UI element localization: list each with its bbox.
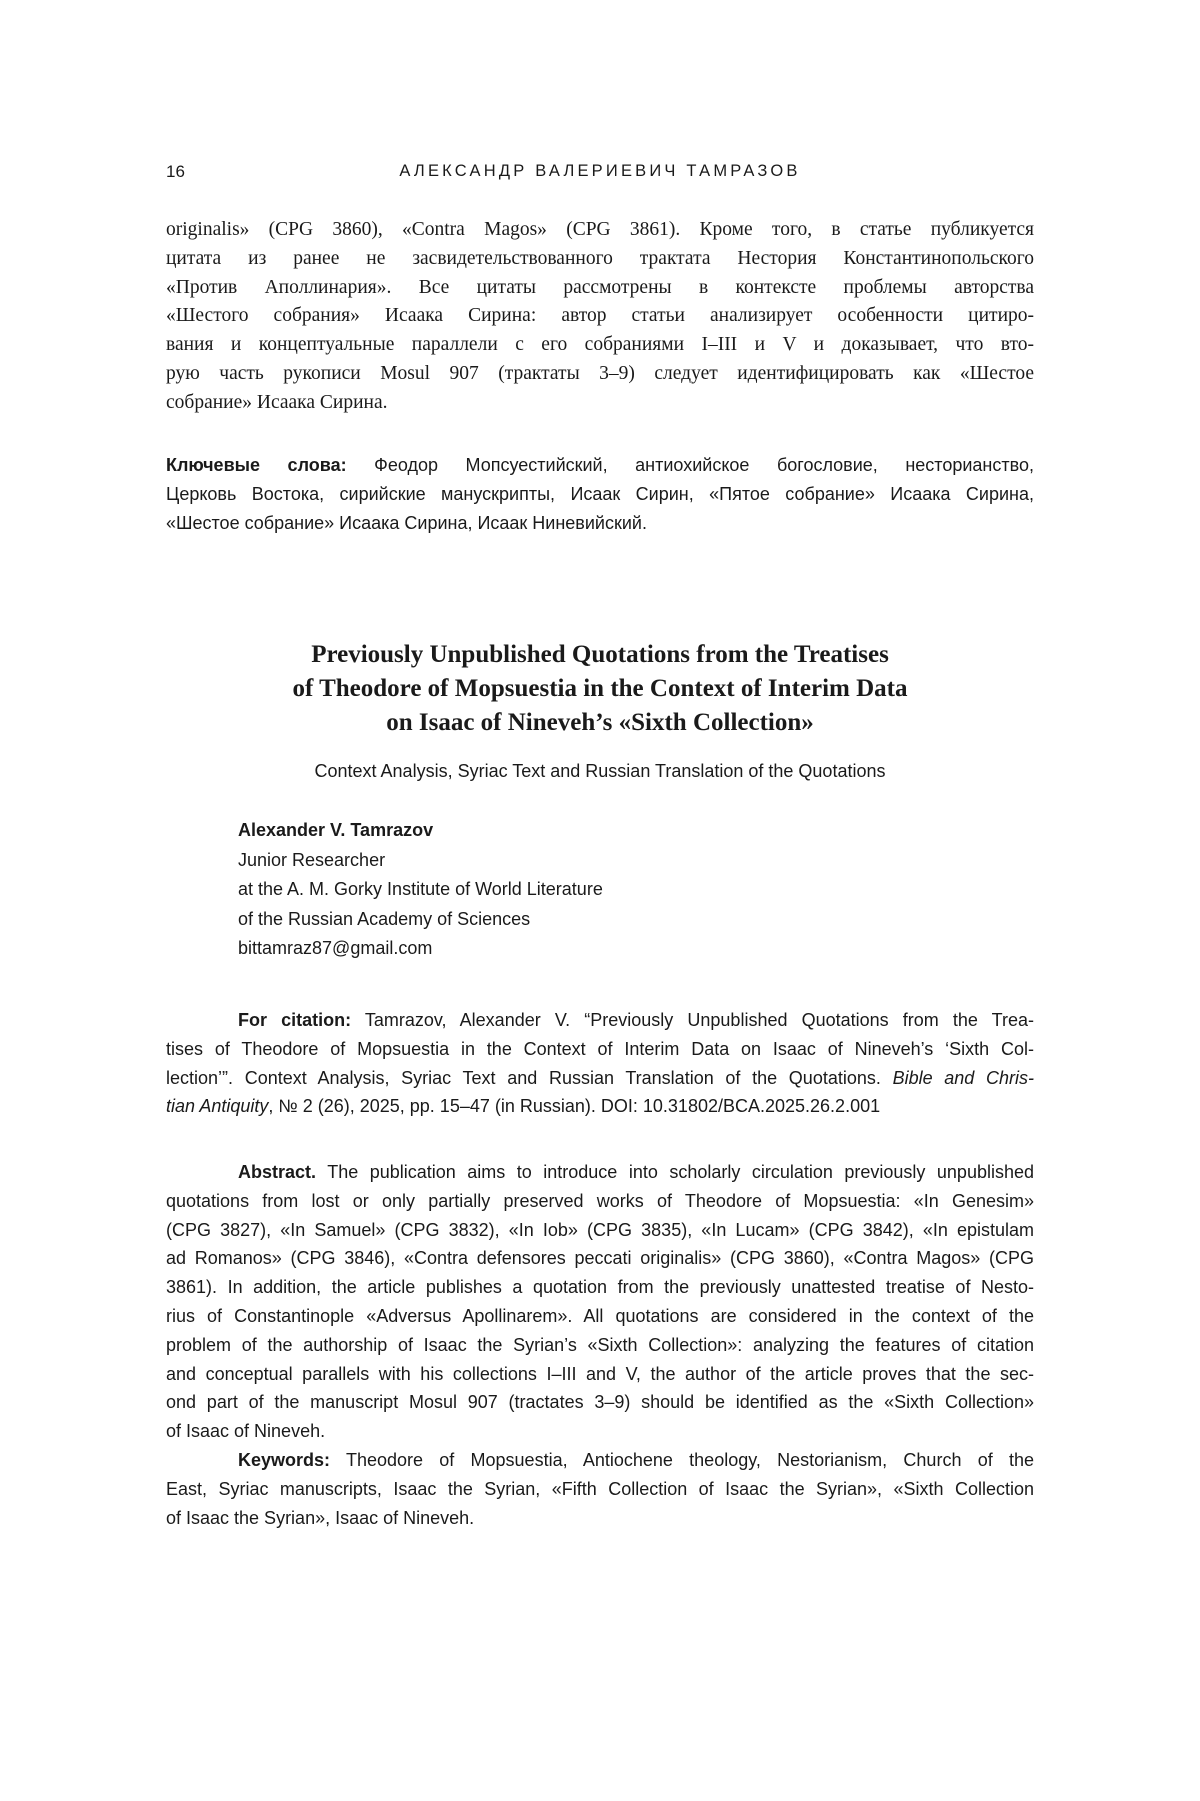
- text-line: ond part of the manuscript Mosul 907 (tractates 3–9) should be identified as the «Sixth Collection»: [166, 1392, 1034, 1413]
- text-line: Keywords: Theodore of Mopsuestia, Antiochene theology, Nestorianism, Church of the: [238, 1449, 1034, 1470]
- text-line: «Против Аполлинария». Все цитаты рассмотрены в контексте проблемы авторства: [166, 276, 1034, 298]
- text-line: quotations from lost or only partially preserved works of Theodore of Mopsuestia: «In Genesim»: [166, 1190, 1034, 1211]
- russian-keywords-label: Ключевые слова:: [166, 455, 347, 475]
- author-info: [238, 816, 603, 964]
- keywords-label: Keywords:: [238, 1449, 331, 1470]
- journal-name: Bible and Chris-: [892, 1067, 1034, 1088]
- text-line: tises of Theodore of Mopsuestia in the Context of Interim Data on Isaac of Nineveh’s ‘Sixth Col-: [166, 1038, 1034, 1059]
- running-head-author: АЛЕКСАНДР ВАЛЕРИЕВИЧ ТАМРАЗОВ: [399, 162, 801, 180]
- citation-label: For citation:: [238, 1010, 352, 1030]
- text-line: East, Syriac manuscripts, Isaac the Syrian, «Fifth Collection of Isaac the Syrian», «Sixth Collection: [166, 1478, 1034, 1499]
- text-line: lection’”. Context Analysis, Syriac Text and Russian Translation of the Quotations. Bible and Chris-: [166, 1067, 1034, 1088]
- russian-keywords: [166, 451, 1034, 537]
- author-email: bittamraz87@gmail.com: [238, 938, 433, 958]
- abstract-block: [166, 1158, 1034, 1532]
- abstract-label: Abstract.: [238, 1162, 317, 1182]
- text-line: 3861). In addition, the article publishes a quotation from the previously unattested treatise of Nesto-: [166, 1277, 1034, 1298]
- text-line: For citation: Tamrazov, Alexander V. “Previously Unpublished Quotations from the Trea-: [238, 1010, 1034, 1030]
- english-subtitle: Context Analysis, Syriac Text and Russian Translation of the Quotations: [314, 761, 886, 781]
- text-line: рую часть рукописи Mosul 907 (трактаты 3–9) следует идентифицировать как «Шестое: [166, 362, 1034, 384]
- title-line: Previously Unpublished Quotations from the Treatises: [311, 641, 889, 668]
- author-name: Alexander V. Tamrazov: [238, 820, 434, 840]
- text-line: вания и концептуальные параллели с его собраниями I–III и V и доказывает, что вто-: [166, 334, 1034, 356]
- author-position: Junior Researcher: [238, 849, 386, 870]
- text-line: цитата из ранее не засвидетельствованного трактата Нестория Константинопольского: [166, 247, 1034, 269]
- text-line: «Шестого собрания» Исаака Сирина: автор статьи анализирует особенности цитиро-: [166, 305, 1034, 327]
- author-affiliation: at the A. M. Gorky Institute of World Literature: [238, 879, 603, 899]
- text-line: «Шестое собрание» Исаака Сирина, Исаак Ниневийский.: [166, 512, 647, 533]
- russian-keywords-text: Феодор Мопсуестийский, антиохийское богословие, несторианство,: [346, 455, 1034, 475]
- text-line: of Isaac of Nineveh.: [166, 1421, 326, 1442]
- text-line: of Isaac the Syrian», Isaac of Nineveh.: [166, 1507, 475, 1528]
- text-line: originalis» (CPG 3860), «Contra Magos» (CPG 3861). Кроме того, в статье публикуется: [166, 219, 1034, 240]
- title-line: of Theodore of Mopsuestia in the Context of Interim Data: [292, 675, 908, 702]
- author-affiliation: of the Russian Academy of Sciences: [238, 908, 531, 929]
- text-line: (CPG 3827), «In Samuel» (CPG 3832), «In Iob» (CPG 3835), «In Lucam» (CPG 3842), «In epistulam: [166, 1219, 1034, 1240]
- text-line: Церковь Востока, сирийские манускрипты, Исаак Сирин, «Пятое собрание» Исаака Сирина,: [166, 483, 1034, 504]
- text-line: problem of the authorship of Isaac the Syrian’s «Sixth Collection»: analyzing the features of citation: [166, 1334, 1034, 1355]
- running-head: [166, 162, 1034, 188]
- text-line: and conceptual parallels with his collections I–III and V, the author of the article proves that the sec-: [166, 1363, 1034, 1384]
- text-line: tian Antiquity, № 2 (26), 2025, pp. 15–47 (in Russian). DOI: 10.31802/BCA.2025.26.2.001: [166, 1096, 881, 1117]
- text-line: rius of Constantinople «Adversus Apollinarem». All quotations are considered in the context of the: [166, 1305, 1034, 1326]
- citation-block: [166, 1006, 1034, 1121]
- russian-abstract-tail: [166, 216, 1034, 418]
- text-line: ad Romanos» (CPG 3846), «Contra defensores peccati originalis» (CPG 3860), «Contra Magos» (CPG: [166, 1248, 1034, 1269]
- text-line: Abstract. The publication aims to introduce into scholarly circulation previously unpublished: [238, 1162, 1034, 1182]
- title-line: on Isaac of Nineveh’s «Sixth Collection»: [386, 709, 814, 736]
- page-number: 16: [166, 162, 185, 181]
- text-line: [166, 451, 1034, 480]
- text-line: собрание» Исаака Сирина.: [166, 391, 388, 413]
- english-title: [166, 638, 1034, 740]
- journal-name: tian Antiquity: [166, 1096, 269, 1117]
